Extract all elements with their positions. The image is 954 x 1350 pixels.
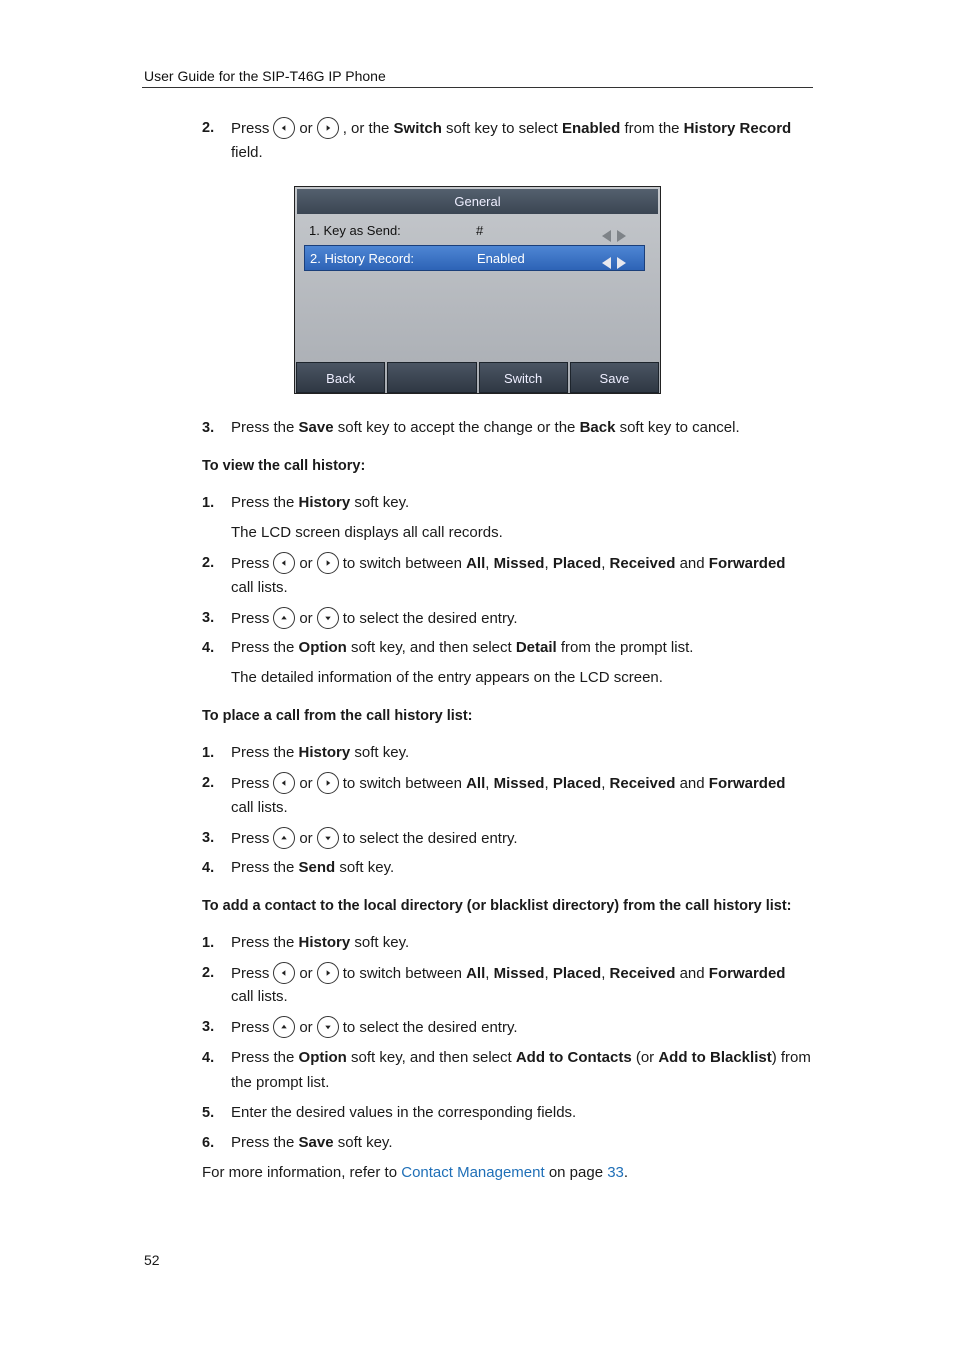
step-note: The LCD screen displays all call records. [231,524,503,541]
softkey-back[interactable]: Back [296,362,385,393]
right-key-icon [317,552,339,574]
more-info: For more information, refer to Contact Management on page 33. [202,1164,629,1181]
page-number: 52 [144,1252,160,1268]
step-text-cont: call lists. [231,988,288,1005]
softkey-bar [295,362,660,393]
step-text-cont: call lists. [231,579,288,596]
step-text: Press the Save soft key. [231,1134,393,1151]
page-link[interactable]: 33 [607,1164,624,1181]
section-heading-place: To place a call from the call history list: [202,708,473,724]
step-text: Press the History soft key. [231,934,410,951]
left-key-icon [273,962,295,984]
step-number: 2. [202,120,215,136]
down-key-icon [317,1016,339,1038]
left-key-icon [273,117,295,139]
up-key-icon [273,607,295,629]
step-number: 3. [202,830,215,846]
down-key-icon [317,607,339,629]
softkey-save[interactable]: Save [570,362,659,393]
running-header: User Guide for the SIP-T46G IP Phone [144,68,386,84]
right-key-icon [317,117,339,139]
left-key-icon [273,772,295,794]
section-heading-view: To view the call history: [202,458,366,474]
step-text: Press or to select the desired entry. [231,1017,518,1039]
step-note: The detailed information of the entry appears on the LCD screen. [231,669,663,686]
section-heading-add: To add a contact to the local directory (or blacklist directory) from the call history list: [202,898,792,914]
phone-lcd-screenshot [294,186,661,394]
step-text: Press or to select the desired entry. [231,608,518,630]
step-text: Press the Send soft key. [231,859,395,876]
step-number: 2. [202,965,215,981]
step-number: 3. [202,610,215,626]
step-number: 4. [202,860,215,876]
step-text: Press the Option soft key, and then select Add to Contacts (or Add to Blacklist) from [231,1049,811,1066]
step-text: Enter the desired values in the corresponding fields. [231,1104,577,1121]
step-text: Press or to select the desired entry. [231,828,518,850]
step-number: 2. [202,555,215,571]
step-text: Press or , or the Switch soft key to select Enabled from the History Record [231,118,791,140]
step-number: 4. [202,640,215,656]
step-number: 1. [202,495,215,511]
down-key-icon [317,827,339,849]
step-text: Press or to switch between All, Missed, Placed, Received and Forwarded [231,773,785,795]
step-text: Press the Save soft key to accept the change or the Back soft key to cancel. [231,419,740,436]
step-text: Press or to switch between All, Missed, Placed, Received and Forwarded [231,553,785,575]
setting-row-history-record[interactable]: 2. History Record: Enabled [304,245,645,271]
step-number: 6. [202,1135,215,1151]
contact-management-link[interactable]: Contact Management [401,1164,545,1181]
step-number: 5. [202,1105,215,1121]
softkey-empty[interactable] [387,362,476,393]
step-text-cont: the prompt list. [231,1074,330,1091]
up-key-icon [273,1016,295,1038]
step-text: Press or to switch between All, Missed, Placed, Received and Forwarded [231,963,785,985]
switch-arrows-icon [602,252,632,278]
left-key-icon [273,552,295,574]
step-text: Press the History soft key. [231,494,410,511]
step-text-cont: field. [231,144,263,161]
right-key-icon [317,772,339,794]
step-number: 2. [202,775,215,791]
step-number: 1. [202,935,215,951]
step-number: 4. [202,1050,215,1066]
screen-title: General [297,189,658,214]
step-number: 1. [202,745,215,761]
up-key-icon [273,827,295,849]
header-rule [142,87,813,88]
step-number: 3. [202,1019,215,1035]
step-text: Press the Option soft key, and then select Detail from the prompt list. [231,639,694,656]
right-key-icon [317,962,339,984]
step-text-cont: call lists. [231,799,288,816]
setting-row-key-as-send[interactable]: 1. Key as Send: # [304,218,645,244]
softkey-switch[interactable]: Switch [479,362,568,393]
step-number: 3. [202,420,215,436]
step-text: Press the History soft key. [231,744,410,761]
